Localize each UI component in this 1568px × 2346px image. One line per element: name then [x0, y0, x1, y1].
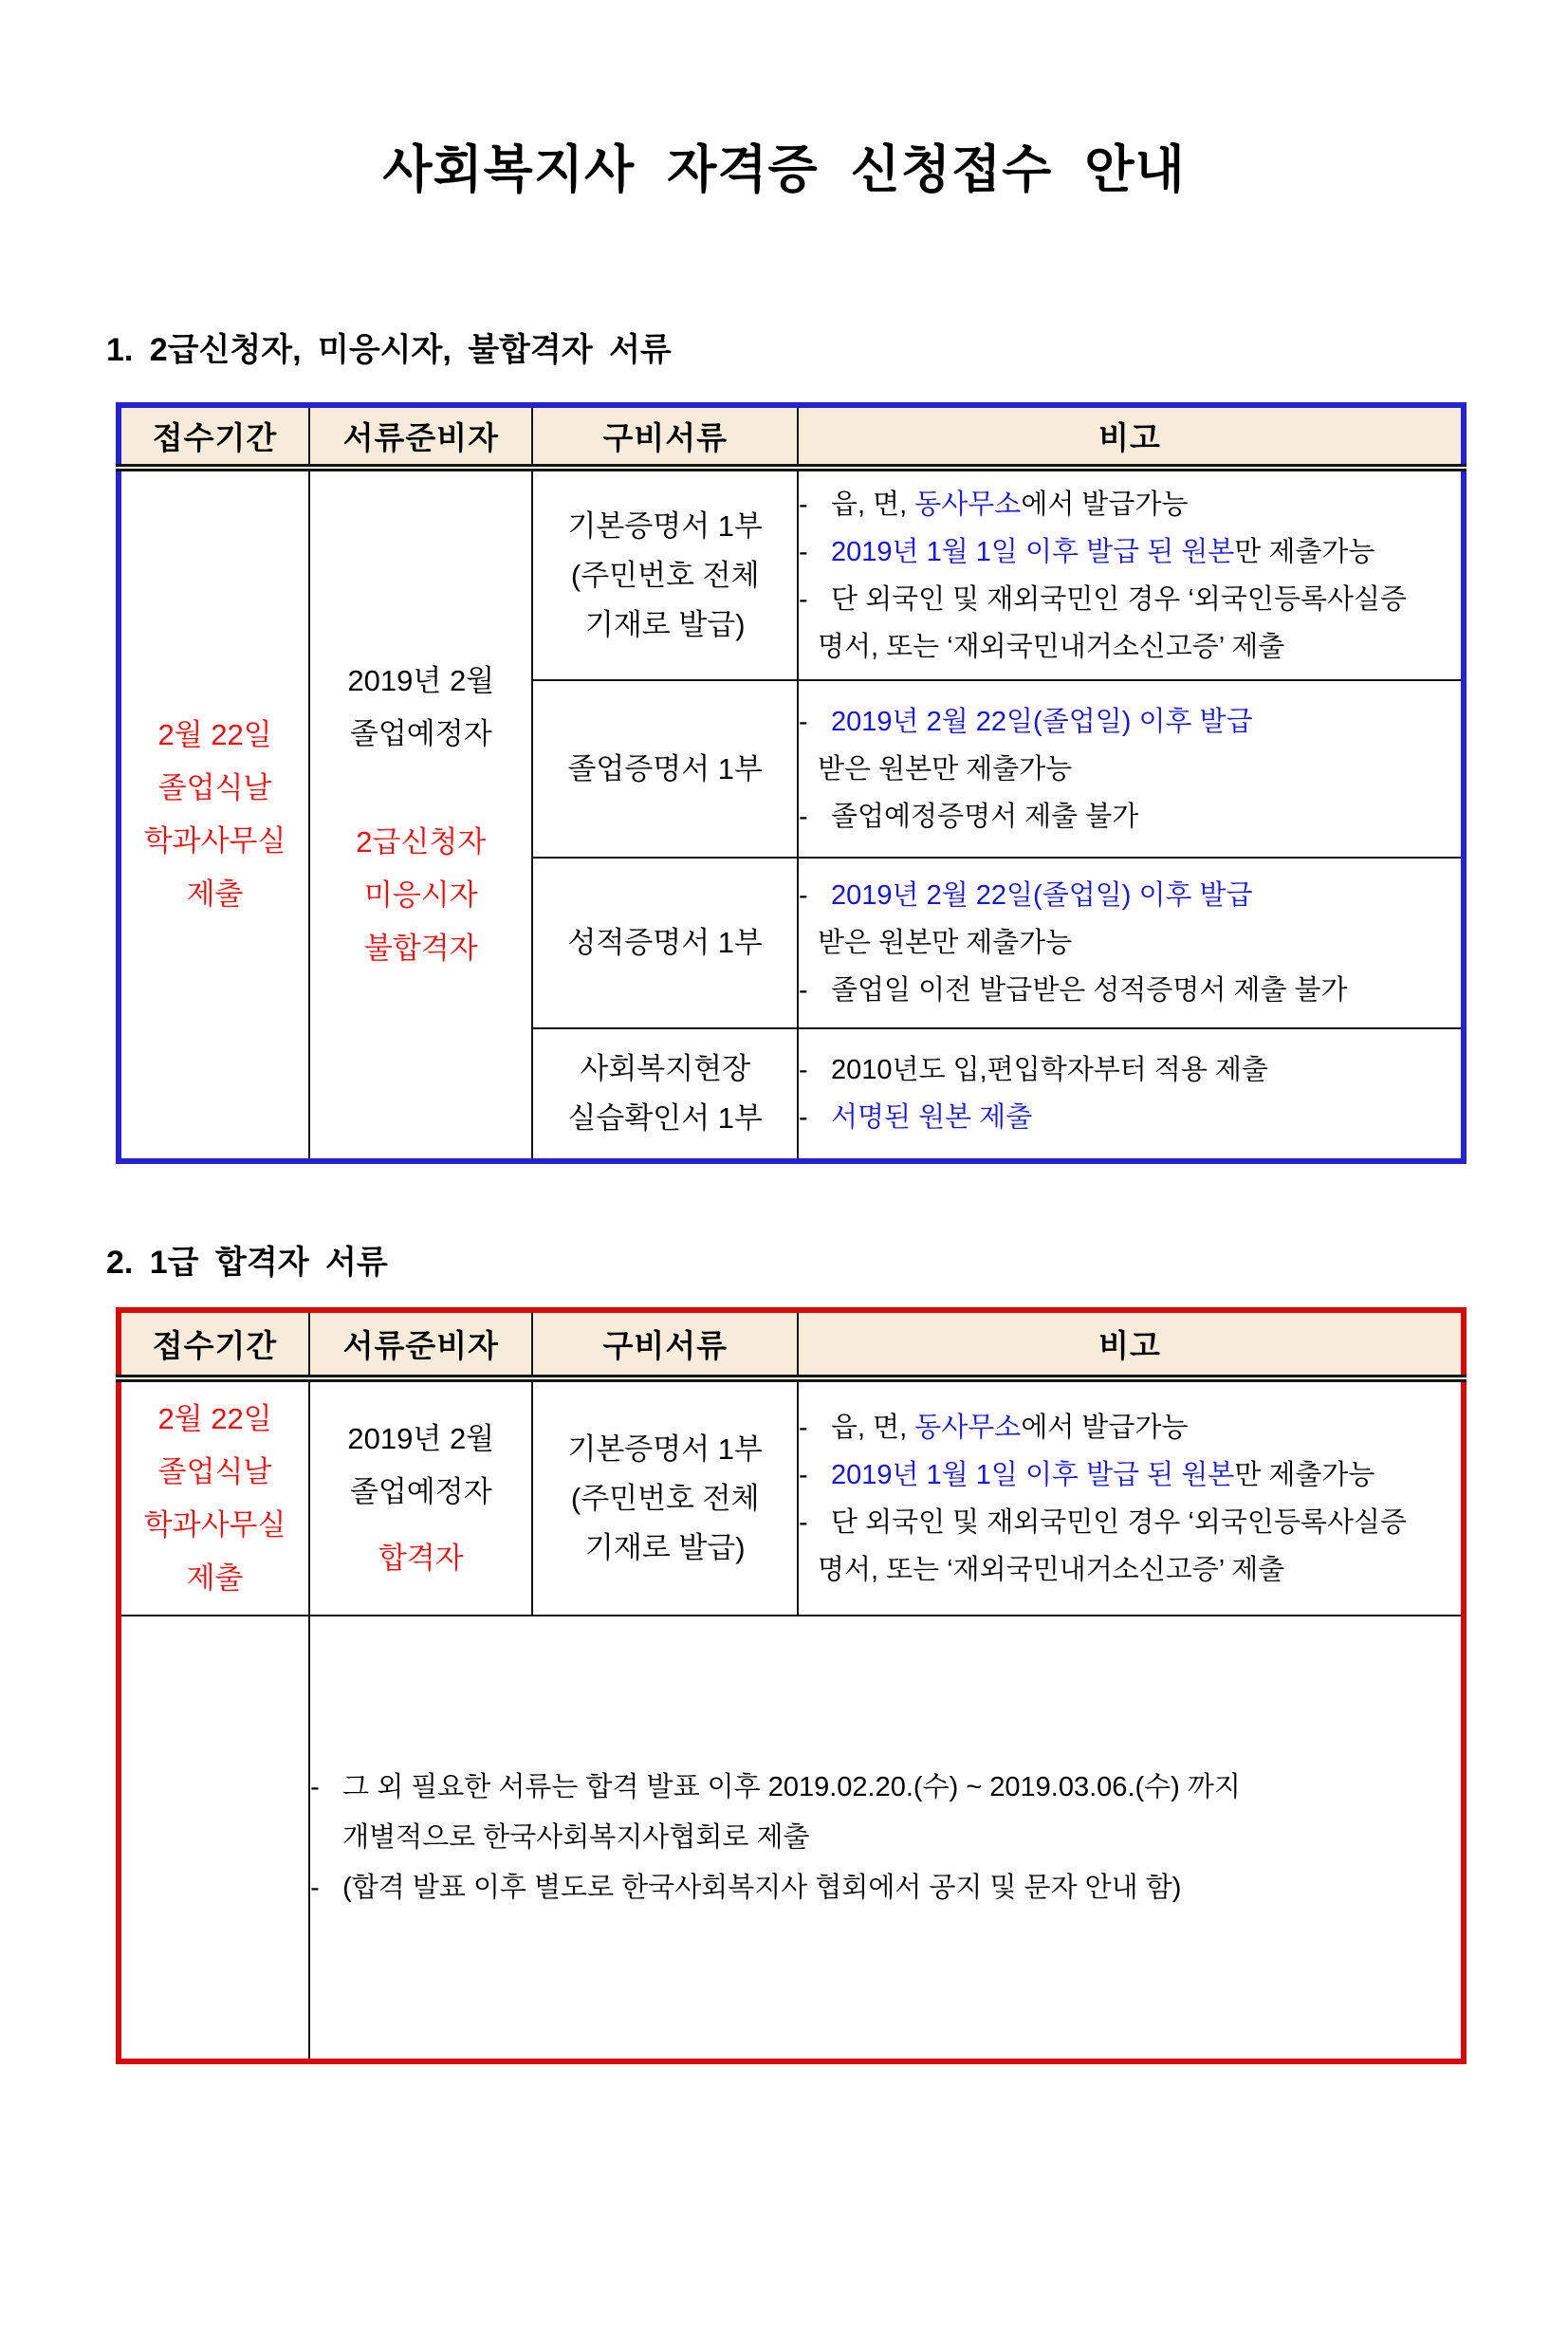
section-heading: 1. 2급신청자, 미응시자, 불합격자 서류	[106, 332, 672, 368]
table-row	[119, 1378, 1464, 1616]
note-line	[799, 481, 1461, 528]
text-line: 2019년 2월	[347, 1421, 495, 1455]
text-line: 기본증명서 1부	[567, 508, 763, 543]
bullet-dash: -	[799, 1055, 808, 1085]
column-header: 비고	[798, 405, 1464, 468]
column-header: 접수기간	[119, 1310, 309, 1378]
note-text	[342, 1763, 1461, 1813]
bullet-dash: -	[799, 1459, 808, 1490]
text-line: 합격자	[378, 1541, 464, 1575]
text-segment: 받은 원본만 제출가능	[818, 753, 1073, 785]
document-text	[533, 918, 797, 968]
text-segment: 명서, 또는 ‘재외국민내거소신고증’ 제출	[818, 1554, 1285, 1585]
note-line	[310, 1863, 1461, 1913]
remarks-cell	[798, 1378, 1464, 1616]
remarks-cell	[798, 468, 1464, 680]
remarks-cell	[798, 1028, 1464, 1161]
preparer-group	[310, 1532, 531, 1585]
text-line: 실습확인서 1부	[567, 1101, 763, 1135]
text-segment: 단 외국인 및 재외국민인 경우 ‘외국인등록사실증	[831, 583, 1408, 615]
text-segment: 개별적으로 한국사회복지사협회로 제출	[342, 1821, 810, 1853]
table-header	[119, 405, 1464, 468]
text-line: 졸업예정자	[349, 1474, 492, 1508]
required-document-cell	[532, 1028, 798, 1161]
period-text	[121, 709, 308, 921]
header-row	[119, 1310, 1464, 1378]
note-text	[831, 1094, 1461, 1141]
text-line: (주민번호 전체	[570, 1481, 760, 1515]
remarks-cell	[798, 680, 1464, 858]
text-line: 2019년 2월	[347, 664, 495, 697]
note-text	[831, 967, 1461, 1014]
text-line: 2급신청자	[356, 825, 487, 859]
text-line: 졸업식날	[157, 1454, 272, 1488]
text-line: 제출	[186, 1561, 244, 1595]
bullet-dash: -	[310, 1872, 320, 1903]
table-body	[119, 1378, 1464, 2061]
bullet-dash: -	[799, 536, 808, 567]
text-segment: 만 제출가능	[1234, 1459, 1375, 1490]
note-line	[799, 1499, 1461, 1546]
bullet-dash: -	[799, 975, 808, 1006]
text-line: (주민번호 전체	[570, 558, 760, 592]
text-segment: 2019년 2월 22일(졸업일) 이후 발급	[831, 706, 1253, 737]
section-grade1-passers	[0, 1236, 1568, 2064]
bullet-dash: -	[799, 1412, 808, 1443]
text-segment: 동사무소	[914, 489, 1022, 520]
note-text	[818, 623, 1461, 671]
note-text	[831, 698, 1461, 746]
text-line: 졸업식날	[157, 771, 272, 804]
column-header: 서류준비자	[309, 1310, 532, 1378]
note-text	[342, 1813, 1461, 1863]
document-text	[533, 1425, 797, 1573]
grade2-documents-table	[116, 402, 1467, 1164]
remarks-cell	[798, 858, 1464, 1028]
table-row	[119, 468, 1464, 680]
application-period-cell	[119, 468, 309, 1161]
table-body	[119, 468, 1464, 1161]
note-line	[310, 1763, 1461, 1813]
section-grade2-applicants	[0, 323, 1568, 1164]
note-line	[799, 576, 1461, 623]
required-document-cell	[532, 858, 798, 1028]
note-text	[831, 1404, 1461, 1451]
note-line	[799, 872, 1461, 919]
document-text	[533, 1044, 797, 1143]
table-row	[119, 1616, 1464, 2061]
bullet-dash: -	[799, 489, 808, 520]
text-segment: 2010년도 입,편입학자부터 적용 제출	[831, 1055, 1268, 1085]
note-text	[831, 528, 1461, 576]
note-line	[799, 919, 1461, 967]
empty-cell	[119, 1616, 309, 2061]
column-header: 비고	[798, 1310, 1464, 1378]
bullet-dash: -	[799, 880, 808, 911]
text-line: 졸업예정자	[349, 717, 492, 750]
text-line: 제출	[186, 877, 244, 911]
note-line	[799, 1546, 1461, 1594]
note-line	[799, 793, 1461, 840]
text-line: 학과사무실	[143, 1507, 286, 1542]
text-segment: 2019년 1월 1일 이후 발급 된 원본	[831, 536, 1235, 567]
text-line: 불합격자	[363, 932, 478, 965]
text-segment: 2019년 1월 1일 이후 발급 된 원본	[831, 1459, 1235, 1490]
document-page	[0, 129, 1568, 2064]
note-text	[342, 1863, 1461, 1913]
bullet-dash: -	[799, 1506, 808, 1538]
text-segment: 에서 발급가능	[1021, 1412, 1189, 1443]
text-segment: 2019년 2월 22일(졸업일) 이후 발급	[831, 880, 1253, 911]
text-segment: 읍, 면,	[831, 489, 915, 520]
text-segment: 받은 원본만 제출가능	[818, 928, 1073, 958]
text-segment: 서명된 원본 제출	[831, 1102, 1033, 1133]
text-line: 미응시자	[363, 878, 478, 912]
text-line: 사회복지현장	[580, 1052, 751, 1085]
note-line	[799, 1404, 1461, 1451]
note-line	[799, 967, 1461, 1014]
required-document-cell	[532, 680, 798, 858]
text-segment: 명서, 또는 ‘재외국민내거소신고증’ 제출	[818, 631, 1285, 662]
text-segment: 졸업일 이전 발급받은 성적증명서 제출 불가	[831, 975, 1348, 1006]
preparer-group	[310, 1413, 531, 1519]
bullet-dash: -	[799, 583, 808, 615]
table-slot	[116, 1307, 1568, 2064]
text-segment: 동사무소	[914, 1412, 1022, 1443]
preparer-group	[310, 655, 531, 761]
text-line: 졸업증명서 1부	[567, 751, 763, 785]
note-line	[799, 746, 1461, 793]
text-segment: 그 외 필요한 서류는 합격 발표 이후 2019.02.20.(수) ~ 2019.03.06.(수) 까지	[342, 1771, 1241, 1802]
text-line: 학과사무실	[143, 824, 286, 858]
note-text	[831, 1499, 1461, 1546]
text-segment: (합격 발표 이후 별도로 한국사회복지사 협회에서 공지 및 문자 안내 함)	[342, 1872, 1182, 1903]
note-line	[799, 528, 1461, 576]
note-text	[831, 872, 1461, 919]
text-line: 기재로 발급)	[584, 1530, 746, 1564]
text-segment: 단 외국인 및 재외국민인 경우 ‘외국인등록사실증	[831, 1506, 1408, 1538]
note-text	[818, 919, 1461, 967]
document-title: 사회복지사 자격증 신청접수 안내	[382, 141, 1186, 198]
text-line: 2월 22일	[157, 718, 272, 751]
section-heading: 2. 1급 합격자 서류	[106, 1245, 388, 1281]
period-text	[121, 1393, 308, 1605]
text-line: 2월 22일	[157, 1401, 272, 1435]
note-text	[831, 1451, 1461, 1499]
document-text	[533, 745, 797, 794]
note-line	[310, 1813, 1461, 1863]
note-line	[799, 623, 1461, 671]
column-header: 접수기간	[119, 405, 309, 468]
note-text	[831, 481, 1461, 528]
text-line: 기재로 발급)	[584, 607, 746, 641]
note-text	[831, 576, 1461, 623]
table-slot	[116, 402, 1568, 1164]
column-header: 서류준비자	[309, 405, 532, 468]
document-preparer-cell	[309, 1378, 532, 1616]
text-segment: 졸업예정증명서 제출 불가	[831, 801, 1139, 832]
note-text	[831, 793, 1461, 840]
preparer-group	[310, 816, 531, 975]
column-header: 구비서류	[532, 405, 798, 468]
bullet-dash: -	[799, 706, 808, 737]
header-row	[119, 405, 1464, 468]
text-line: 기본증명서 1부	[567, 1432, 763, 1466]
bullet-dash: -	[799, 1102, 808, 1133]
document-text	[533, 502, 797, 650]
note-text	[831, 1046, 1461, 1094]
text-segment: 만 제출가능	[1234, 536, 1375, 567]
note-line	[799, 1094, 1461, 1141]
note-line	[799, 1046, 1461, 1094]
additional-remarks-cell	[309, 1616, 1464, 2061]
text-segment: 읍, 면,	[831, 1412, 915, 1443]
column-header: 구비서류	[532, 1310, 798, 1378]
note-line	[799, 698, 1461, 746]
document-preparer-cell	[309, 468, 532, 1161]
note-text	[818, 746, 1461, 793]
application-period-cell	[119, 1378, 309, 1616]
note-text	[818, 1546, 1461, 1594]
required-document-cell	[532, 1378, 798, 1616]
bullet-dash: -	[310, 1771, 320, 1802]
note-line	[799, 1451, 1461, 1499]
grade1-documents-table	[116, 1307, 1467, 2064]
required-document-cell	[532, 468, 798, 680]
table-header	[119, 1310, 1464, 1378]
bullet-dash: -	[799, 801, 808, 832]
text-line: 성적증명서 1부	[567, 926, 763, 959]
text-segment: 에서 발급가능	[1021, 489, 1189, 520]
